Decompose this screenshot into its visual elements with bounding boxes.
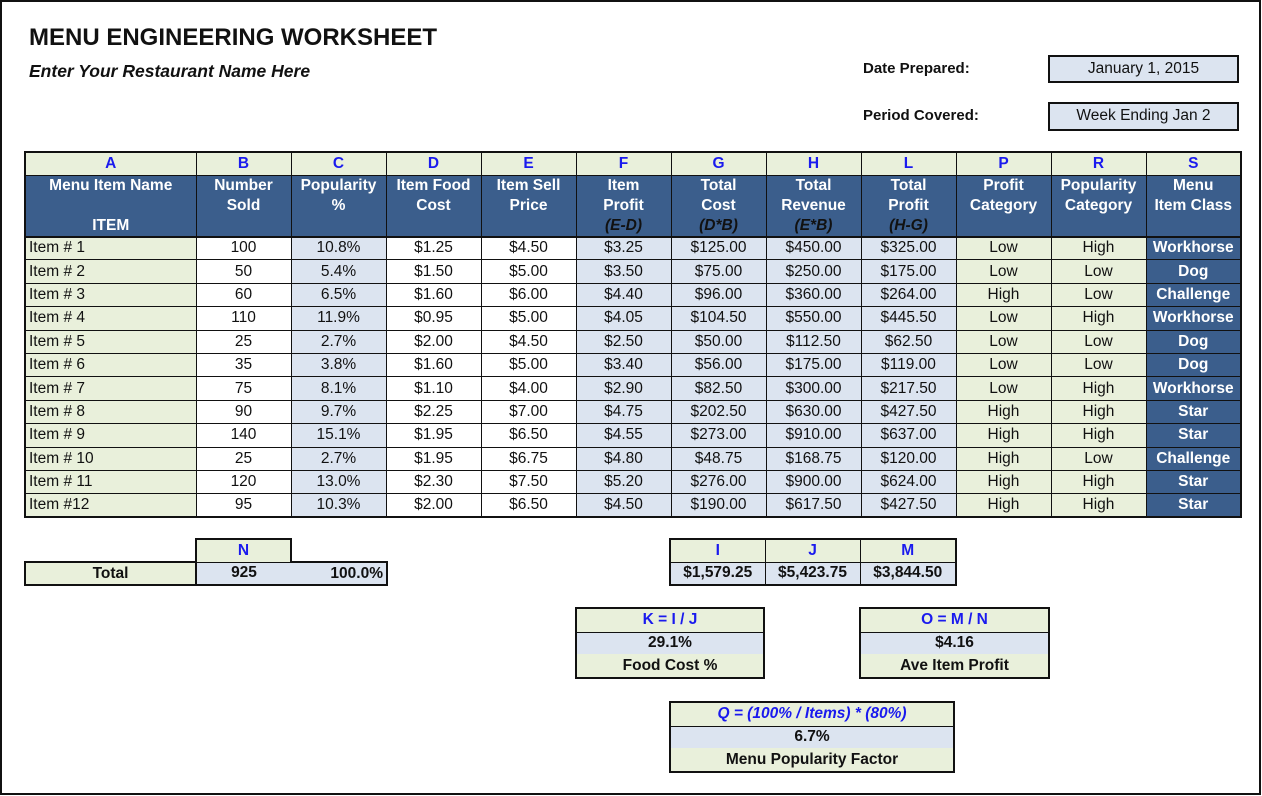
column-header-line3 (197, 216, 291, 236)
column-header-line2 (26, 196, 196, 216)
cell-total-profit[interactable]: $624.00 (861, 470, 956, 493)
cell-profit-cat[interactable]: Low (956, 330, 1051, 353)
column-header-line2: Cost (416, 196, 451, 214)
cell-pop-cat[interactable]: High (1051, 237, 1146, 260)
column-letter: F (576, 152, 671, 175)
cell-profit-cat[interactable]: High (956, 424, 1051, 447)
cell-pop[interactable]: 11.9% (291, 307, 386, 330)
cell-sell[interactable]: $5.00 (481, 307, 576, 330)
period-covered-field[interactable]: Week Ending Jan 2 (1048, 102, 1239, 131)
cell-profit[interactable]: $5.20 (576, 470, 671, 493)
column-header-line3 (1147, 216, 1241, 236)
column-header-line1: Popularity (1060, 176, 1137, 194)
cell-total-cost[interactable]: $190.00 (671, 494, 766, 517)
restaurant-name-field[interactable]: Enter Your Restaurant Name Here (29, 61, 311, 81)
column-letter: P (956, 152, 1051, 175)
column-header-line2: Category (1064, 196, 1133, 214)
table-row (25, 237, 1241, 260)
cell-pop[interactable]: 13.0% (291, 470, 386, 493)
cell-class[interactable]: Workhorse (1146, 237, 1241, 260)
table-row (25, 424, 1241, 447)
cell-name[interactable]: Item # 1 (25, 237, 196, 260)
cell-class[interactable]: Star (1146, 494, 1241, 517)
cell-class[interactable]: Workhorse (1146, 307, 1241, 330)
column-letter: G (671, 152, 766, 175)
food-cost-label: Food Cost % (576, 654, 764, 678)
cell-sold[interactable]: 25 (196, 330, 291, 353)
cell-pop-cat[interactable]: Low (1051, 260, 1146, 283)
total-label: Total (25, 562, 196, 585)
cell-revenue[interactable]: $175.00 (766, 353, 861, 376)
popularity-factor-formula: Q = (100% / Items) * (80%) (670, 702, 954, 726)
cell-pop[interactable]: 2.7% (291, 330, 386, 353)
column-header-line3: (E*B) (794, 216, 833, 234)
column-letter-row (25, 152, 1241, 175)
table-row (25, 353, 1241, 376)
cell-sell[interactable]: $7.00 (481, 400, 576, 423)
food-cost-value: 29.1% (576, 632, 764, 654)
sum-letter-m: M (860, 539, 956, 562)
empty-cell (25, 539, 196, 562)
cell-sold[interactable]: 90 (196, 400, 291, 423)
cell-class[interactable]: Challenge (1146, 447, 1241, 470)
cell-name[interactable]: Item # 4 (25, 307, 196, 330)
table-row (25, 307, 1241, 330)
cell-total-cost[interactable]: $273.00 (671, 424, 766, 447)
cell-total-profit[interactable]: $119.00 (861, 353, 956, 376)
cell-sell[interactable]: $6.75 (481, 447, 576, 470)
cell-total-cost[interactable]: $50.00 (671, 330, 766, 353)
page-title: MENU ENGINEERING WORKSHEET (29, 24, 438, 51)
cell-pop-cat[interactable]: High (1051, 494, 1146, 517)
sum-total-revenue: $5,423.75 (765, 562, 860, 585)
sum-total-cost: $1,579.25 (670, 562, 765, 585)
cell-total-profit[interactable]: $445.50 (861, 307, 956, 330)
cell-total-cost[interactable]: $202.50 (671, 400, 766, 423)
cell-class[interactable]: Workhorse (1146, 377, 1241, 400)
totals-table (24, 538, 388, 586)
column-header (861, 175, 956, 237)
cell-total-profit[interactable]: $217.50 (861, 377, 956, 400)
column-header-line2: % (331, 196, 346, 214)
cell-revenue[interactable]: $617.50 (766, 494, 861, 517)
cell-total-profit[interactable]: $325.00 (861, 237, 956, 260)
column-header-line3: ITEM (92, 216, 130, 234)
cell-sold[interactable]: 110 (196, 307, 291, 330)
cell-class[interactable]: Challenge (1146, 283, 1241, 306)
column-letter: H (766, 152, 861, 175)
cell-total-profit[interactable]: $637.00 (861, 424, 956, 447)
cell-pop-cat[interactable]: Low (1051, 283, 1146, 306)
cell-sell[interactable]: $4.50 (481, 330, 576, 353)
cell-profit[interactable]: $2.50 (576, 330, 671, 353)
cell-food-cost[interactable]: $1.60 (386, 353, 481, 376)
cell-food-cost[interactable]: $1.10 (386, 377, 481, 400)
cell-name[interactable]: Item # 6 (25, 353, 196, 376)
food-cost-formula: K = I / J (576, 608, 764, 632)
cell-pop[interactable]: 5.4% (291, 260, 386, 283)
column-header (1051, 175, 1146, 237)
cell-total-cost[interactable]: $125.00 (671, 237, 766, 260)
column-letter: D (386, 152, 481, 175)
cell-name[interactable]: Item # 11 (25, 470, 196, 493)
cell-name[interactable]: Item # 10 (25, 447, 196, 470)
column-header-line1: Item (607, 176, 640, 194)
cell-food-cost[interactable]: $0.95 (386, 307, 481, 330)
cell-profit[interactable]: $4.05 (576, 307, 671, 330)
cell-pop-cat[interactable]: High (1051, 400, 1146, 423)
column-header-line1: Total (890, 176, 927, 194)
cell-pop[interactable]: 9.7% (291, 400, 386, 423)
column-header-line3 (387, 216, 481, 236)
cell-profit-cat[interactable]: High (956, 494, 1051, 517)
column-header (386, 175, 481, 237)
column-header (576, 175, 671, 237)
total-number-sold: 925 (196, 562, 291, 585)
cell-revenue[interactable]: $450.00 (766, 237, 861, 260)
column-header-line2: Profit (888, 196, 929, 214)
total-popularity: 100.0% (291, 562, 387, 585)
cell-name[interactable]: Item #12 (25, 494, 196, 517)
popularity-factor-value: 6.7% (670, 726, 954, 748)
cell-revenue[interactable]: $910.00 (766, 424, 861, 447)
sum-letter-i: I (670, 539, 765, 562)
sums-table (669, 538, 957, 586)
cell-profit-cat[interactable]: Low (956, 260, 1051, 283)
cell-total-profit[interactable]: $264.00 (861, 283, 956, 306)
cell-profit-cat[interactable]: High (956, 400, 1051, 423)
cell-profit[interactable]: $2.90 (576, 377, 671, 400)
cell-total-profit[interactable]: $427.50 (861, 400, 956, 423)
empty-cell (291, 539, 387, 562)
cell-sell[interactable]: $6.00 (481, 283, 576, 306)
cell-profit-cat[interactable]: Low (956, 237, 1051, 260)
cell-name[interactable]: Item # 5 (25, 330, 196, 353)
avg-profit-formula: O = M / N (860, 608, 1049, 632)
cell-sold[interactable]: 60 (196, 283, 291, 306)
cell-profit[interactable]: $4.75 (576, 400, 671, 423)
cell-total-cost[interactable]: $48.75 (671, 447, 766, 470)
cell-pop-cat[interactable]: High (1051, 307, 1146, 330)
cell-profit[interactable]: $4.50 (576, 494, 671, 517)
column-header-line2: Revenue (781, 196, 846, 214)
column-header (671, 175, 766, 237)
cell-profit-cat[interactable]: High (956, 470, 1051, 493)
cell-food-cost[interactable]: $2.25 (386, 400, 481, 423)
column-header-line1: Menu Item Name (49, 176, 173, 194)
cell-profit-cat[interactable]: Low (956, 307, 1051, 330)
cell-sell[interactable]: $7.50 (481, 470, 576, 493)
cell-pop-cat[interactable]: Low (1051, 353, 1146, 376)
cell-food-cost[interactable]: $1.95 (386, 447, 481, 470)
cell-food-cost[interactable]: $1.50 (386, 260, 481, 283)
cell-sell[interactable]: $4.50 (481, 237, 576, 260)
cell-sell[interactable]: $5.00 (481, 353, 576, 376)
cell-class[interactable]: Dog (1146, 260, 1241, 283)
cell-name[interactable]: Item # 3 (25, 283, 196, 306)
table-row (25, 377, 1241, 400)
column-header-line2: Category (969, 196, 1038, 214)
cell-sold[interactable]: 140 (196, 424, 291, 447)
cell-food-cost[interactable]: $1.95 (386, 424, 481, 447)
cell-sold[interactable]: 95 (196, 494, 291, 517)
cell-total-cost[interactable]: $75.00 (671, 260, 766, 283)
column-header-line1: Popularity (300, 176, 377, 194)
column-header-line1: Menu (1173, 176, 1214, 194)
cell-revenue[interactable]: $630.00 (766, 400, 861, 423)
column-letter: C (291, 152, 386, 175)
cell-pop-cat[interactable]: High (1051, 424, 1146, 447)
table-row (25, 447, 1241, 470)
table-row (25, 470, 1241, 493)
cell-pop[interactable]: 15.1% (291, 424, 386, 447)
cell-food-cost[interactable]: $2.00 (386, 494, 481, 517)
cell-pop[interactable]: 10.8% (291, 237, 386, 260)
column-header-line3 (482, 216, 576, 236)
column-header (1146, 175, 1241, 237)
cell-total-cost[interactable]: $104.50 (671, 307, 766, 330)
cell-class[interactable]: Star (1146, 470, 1241, 493)
cell-pop[interactable]: 6.5% (291, 283, 386, 306)
column-letter: E (481, 152, 576, 175)
cell-name[interactable]: Item # 7 (25, 377, 196, 400)
avg-item-profit-box (859, 607, 1050, 679)
cell-revenue[interactable]: $900.00 (766, 470, 861, 493)
column-header-line3 (292, 216, 386, 236)
cell-revenue[interactable]: $550.00 (766, 307, 861, 330)
column-header-line1: Total (700, 176, 737, 194)
column-header-line2: Price (509, 196, 548, 214)
column-header (481, 175, 576, 237)
cell-class[interactable]: Star (1146, 400, 1241, 423)
cell-profit[interactable]: $3.25 (576, 237, 671, 260)
cell-sell[interactable]: $5.00 (481, 260, 576, 283)
column-header (956, 175, 1051, 237)
cell-total-profit[interactable]: $62.50 (861, 330, 956, 353)
column-letter: S (1146, 152, 1241, 175)
cell-revenue[interactable]: $300.00 (766, 377, 861, 400)
popularity-factor-box (669, 701, 955, 773)
cell-profit-cat[interactable]: Low (956, 353, 1051, 376)
table-row (25, 330, 1241, 353)
column-header-line3 (957, 216, 1051, 236)
cell-profit[interactable]: $3.50 (576, 260, 671, 283)
cell-name[interactable]: Item # 9 (25, 424, 196, 447)
cell-profit[interactable]: $4.80 (576, 447, 671, 470)
cell-total-cost[interactable]: $96.00 (671, 283, 766, 306)
column-header-row (25, 175, 1241, 237)
column-header-line1: Profit (983, 176, 1024, 194)
column-header-line2: Item Class (1154, 196, 1233, 214)
avg-profit-label: Ave Item Profit (860, 654, 1049, 678)
cell-pop[interactable]: 8.1% (291, 377, 386, 400)
column-header-line1: Number (214, 176, 273, 194)
cell-food-cost[interactable]: $1.25 (386, 237, 481, 260)
cell-food-cost[interactable]: $2.00 (386, 330, 481, 353)
table-row (25, 494, 1241, 517)
cell-revenue[interactable]: $168.75 (766, 447, 861, 470)
cell-total-profit[interactable]: $175.00 (861, 260, 956, 283)
cell-sold[interactable]: 100 (196, 237, 291, 260)
cell-pop-cat[interactable]: Low (1051, 447, 1146, 470)
cell-total-cost[interactable]: $276.00 (671, 470, 766, 493)
cell-profit[interactable]: $4.40 (576, 283, 671, 306)
cell-sold[interactable]: 50 (196, 260, 291, 283)
cell-name[interactable]: Item # 8 (25, 400, 196, 423)
date-prepared-label: Date Prepared: (863, 60, 970, 77)
cell-sold[interactable]: 120 (196, 470, 291, 493)
column-header-line2: Cost (701, 196, 736, 214)
column-header-line2: Profit (603, 196, 644, 214)
cell-profit-cat[interactable]: High (956, 447, 1051, 470)
cell-pop-cat[interactable]: High (1051, 377, 1146, 400)
cell-pop[interactable]: 2.7% (291, 447, 386, 470)
column-header-line1: Total (795, 176, 832, 194)
n-letter: N (196, 539, 291, 562)
column-letter: A (25, 152, 196, 175)
cell-total-cost[interactable]: $56.00 (671, 353, 766, 376)
column-letter: B (196, 152, 291, 175)
cell-revenue[interactable]: $250.00 (766, 260, 861, 283)
menu-items-table (24, 151, 1242, 518)
cell-total-profit[interactable]: $427.50 (861, 494, 956, 517)
cell-profit-cat[interactable]: Low (956, 377, 1051, 400)
cell-class[interactable]: Dog (1146, 353, 1241, 376)
column-letter: R (1051, 152, 1146, 175)
cell-sell[interactable]: $6.50 (481, 424, 576, 447)
column-header-line1: Item Sell (496, 176, 561, 194)
cell-sell[interactable]: $4.00 (481, 377, 576, 400)
cell-pop[interactable]: 10.3% (291, 494, 386, 517)
cell-sold[interactable]: 35 (196, 353, 291, 376)
period-covered-label: Period Covered: (863, 107, 979, 124)
cell-food-cost[interactable]: $2.30 (386, 470, 481, 493)
sum-total-profit: $3,844.50 (860, 562, 956, 585)
column-header-line3: (H-G) (889, 216, 928, 234)
column-header-line2: Sold (226, 196, 261, 214)
cell-food-cost[interactable]: $1.60 (386, 283, 481, 306)
date-prepared-field[interactable]: January 1, 2015 (1048, 55, 1239, 83)
column-header (25, 175, 196, 237)
cell-total-cost[interactable]: $82.50 (671, 377, 766, 400)
food-cost-box (575, 607, 765, 679)
cell-revenue[interactable]: $360.00 (766, 283, 861, 306)
table-row (25, 260, 1241, 283)
column-letter: L (861, 152, 956, 175)
cell-pop-cat[interactable]: High (1051, 470, 1146, 493)
cell-pop-cat[interactable]: Low (1051, 330, 1146, 353)
cell-sold[interactable]: 25 (196, 447, 291, 470)
column-header-line3: (E-D) (604, 216, 643, 234)
column-header (291, 175, 386, 237)
column-header-line3 (1052, 216, 1146, 236)
column-header-line1: Item Food (396, 176, 471, 194)
avg-profit-value: $4.16 (860, 632, 1049, 654)
cell-profit[interactable]: $4.55 (576, 424, 671, 447)
cell-sold[interactable]: 75 (196, 377, 291, 400)
column-header (766, 175, 861, 237)
cell-pop[interactable]: 3.8% (291, 353, 386, 376)
cell-profit-cat[interactable]: High (956, 283, 1051, 306)
cell-revenue[interactable]: $112.50 (766, 330, 861, 353)
cell-name[interactable]: Item # 2 (25, 260, 196, 283)
sum-letter-j: J (765, 539, 860, 562)
cell-total-profit[interactable]: $120.00 (861, 447, 956, 470)
column-header (196, 175, 291, 237)
cell-sell[interactable]: $6.50 (481, 494, 576, 517)
cell-class[interactable]: Dog (1146, 330, 1241, 353)
column-header-line3: (D*B) (699, 216, 738, 234)
popularity-factor-label: Menu Popularity Factor (670, 748, 954, 772)
table-row (25, 283, 1241, 306)
cell-profit[interactable]: $3.40 (576, 353, 671, 376)
table-row (25, 400, 1241, 423)
cell-class[interactable]: Star (1146, 424, 1241, 447)
